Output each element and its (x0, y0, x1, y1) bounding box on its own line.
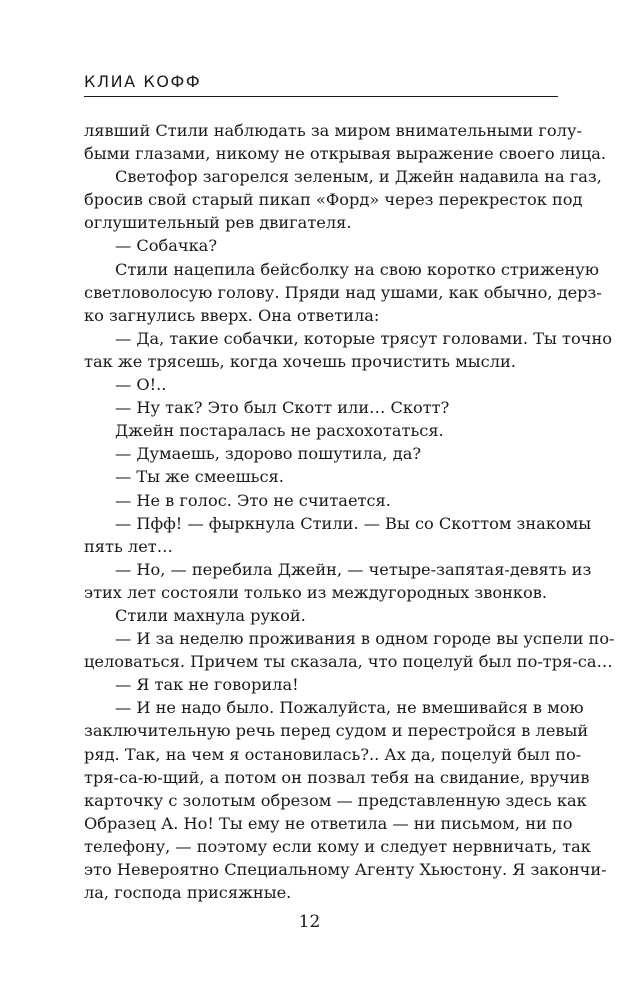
text-line: Светофор загорелся зеленым, и Джейн надавила на газ, (115, 167, 602, 187)
text-line: Стили нацепила бейсболку на свою коротко стриженую (115, 259, 599, 279)
text-line: оглушительный рев двигателя. (84, 213, 352, 233)
text-line: Стили махнула рукой. (115, 605, 306, 625)
text-line: быми глазами, никому не открывая выражение своего лица. (84, 144, 607, 164)
author-name-header: КЛИА КОФФ (84, 72, 202, 91)
text-line: ла, господа присяжные. (84, 883, 292, 903)
page-number: 12 (298, 912, 321, 932)
text-line: телефону, — поэтому если кому и следует нервничать, так (84, 836, 591, 856)
text-line: — Собачка? (115, 236, 218, 256)
text-line: — Я так не говорила! (115, 675, 299, 695)
text-line: Джейн постаралась не расхохотаться. (115, 421, 444, 441)
text-line: Образец А. Но! Ты ему не ответила — ни письмом, ни по (84, 813, 573, 833)
text-line: — Пфф! — фыркнула Стили. — Вы со Скоттом знакомы (115, 513, 592, 533)
text-line: пять лет… (84, 536, 173, 556)
running-header (84, 70, 558, 97)
text-line: — И не надо было. Пожалуйста, не вмешивайся в мою (115, 698, 584, 718)
text-line: целоваться. Причем ты сказала, что поцелуй был по-тря-са… (84, 652, 613, 672)
text-line: заключительную речь перед судом и перестройся в левый (84, 721, 589, 741)
text-line: это Невероятно Специальному Агенту Хьюстону. Я закончи- (84, 860, 607, 879)
text-line: карточку с золотым обрезом — представленную здесь как (84, 790, 587, 810)
text-line: — Ты же смеешься. (115, 467, 284, 487)
text-line: — О!.. (115, 375, 167, 395)
text-line: — Не в голос. Это не считается. (115, 490, 391, 510)
text-line: ко загнулись вверх. Она ответила: (84, 305, 380, 325)
text-line: этих лет состояли только из междугородных звонков. (84, 582, 548, 602)
text-line: — Ну так? Это был Скотт или… Скотт? (115, 398, 450, 418)
text-line: — Но, — перебила Джейн, — четыре-запятая-девять из (115, 559, 592, 579)
text-line: так же трясешь, когда хочешь прочистить мысли. (84, 351, 516, 371)
text-line: — И за неделю проживания в одном городе вы успели по- (115, 629, 615, 649)
text-line: ряд. Так, на чем я остановилась?.. Ах да, поцелуй был по- (84, 744, 582, 764)
text-line: — Да, такие собачки, которые трясут головами. Ты точно (115, 328, 612, 348)
text-line: тря-са-ю-щий, а потом он позвал тебя на свидание, вручив (84, 767, 590, 787)
text-line: бросив свой старый пикап «Форд» через перекресток под (84, 190, 583, 210)
text-line: — Думаешь, здорово пошутила, да? (115, 444, 422, 464)
text-line: лявший Стили наблюдать за миром внимательными голу- (84, 121, 582, 140)
body-text (84, 119, 615, 904)
text-line: светловолосую голову. Пряди над ушами, как обычно, дерз- (84, 282, 602, 302)
